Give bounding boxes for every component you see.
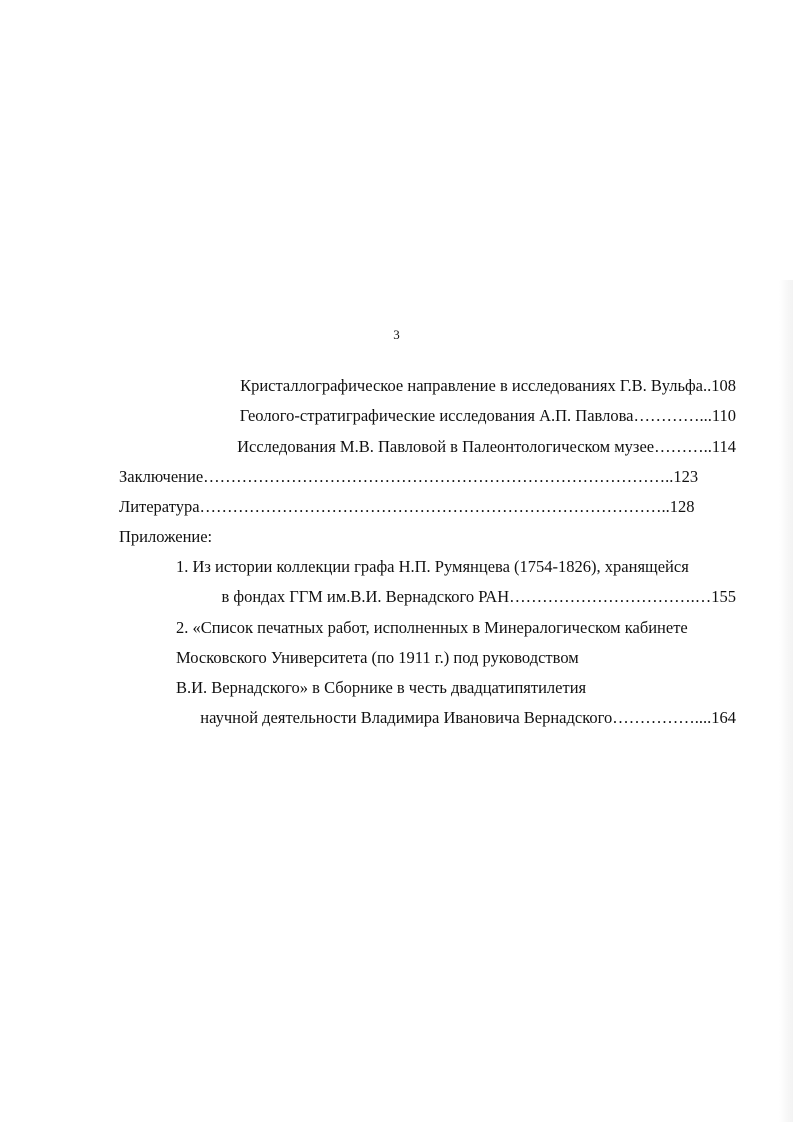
- toc-entry-appendix: Приложение:: [119, 527, 213, 546]
- page-number: 3: [393, 327, 400, 342]
- toc-appendix-item-2-line-3: В.И. Вернадского» в Сборнике в честь двадцатипятилетия: [176, 678, 587, 697]
- scan-edge-shadow: [779, 280, 793, 1122]
- toc-entry-conclusion: Заключение…………………………………………………………………………..123: [119, 467, 699, 486]
- toc-appendix-item-1-line-1: 1. Из истории коллекции графа Н.П. Румянцева (1754-1826), хранящейся: [176, 557, 689, 576]
- toc-entry-pavlov: Геолого-стратиграфические исследования А.П. Павлова…………...110: [239, 406, 736, 425]
- toc-entry-pavlova: Исследования М.В. Павловой в Палеонтологическом музее………..114: [237, 437, 736, 456]
- toc-appendix-item-2-line-1: 2. «Список печатных работ, исполненных в Минералогическом кабинете: [176, 618, 688, 637]
- toc-appendix-item-2-line-2: Московского Университета (по 1911 г.) под руководством: [176, 648, 579, 667]
- toc-entry-wulf: Кристаллографическое направление в исследованиях Г.В. Вульфа..108: [240, 376, 736, 395]
- toc-appendix-item-2-line-4: научной деятельности Владимира Ивановича Вернадского……………....164: [200, 708, 736, 727]
- toc-appendix-item-1-line-2: в фондах ГГМ им.В.И. Вернадского РАН…………………………….…155: [221, 587, 736, 606]
- toc-entry-literature: Литература…………………………………………………………………………..128: [119, 497, 695, 516]
